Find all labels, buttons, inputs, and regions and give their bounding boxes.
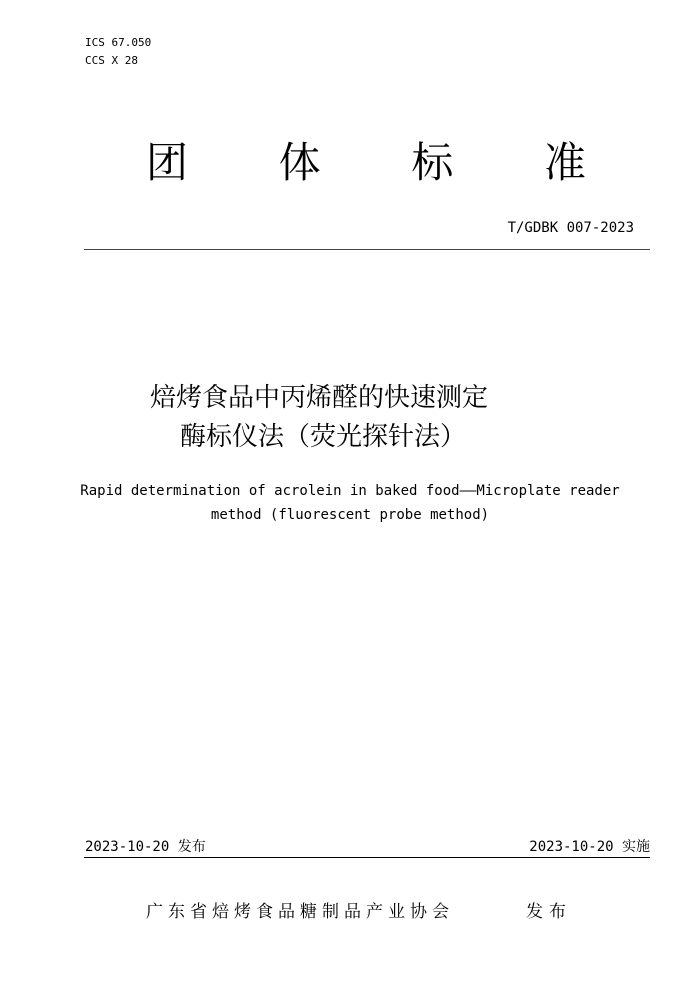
standard-type-char: 体 [278,138,321,187]
english-title-line-2: method (fluorescent probe method) [210,507,490,523]
ics-code: ICS 67.050 [85,36,152,49]
top-divider [84,249,650,250]
implementation-date: 2023-10-20 实施 [529,839,650,855]
bottom-divider [84,857,650,858]
standard-number: T/GDBK 007-2023 [507,220,634,236]
issue-date: 2023-10-20 发布 [85,839,206,855]
standard-type-char: 标 [411,138,454,187]
standard-type-char: 团 [146,138,189,187]
issued-label: 发布 [526,902,572,922]
standard-type-heading [146,138,586,188]
ccs-code: CCS X 28 [85,54,138,67]
issuing-organization: 广东省焙烤食品糖制品产业协会 [146,902,454,922]
english-title-line-1: Rapid determination of acrolein in baked food——Microplate reader [80,483,620,499]
chinese-title-line-2: 酶标仪法（荧光探针法） [180,422,467,452]
chinese-title-line-1: 焙烤食品中丙烯醛的快速测定 [150,383,489,413]
standard-type-char: 准 [543,138,586,187]
